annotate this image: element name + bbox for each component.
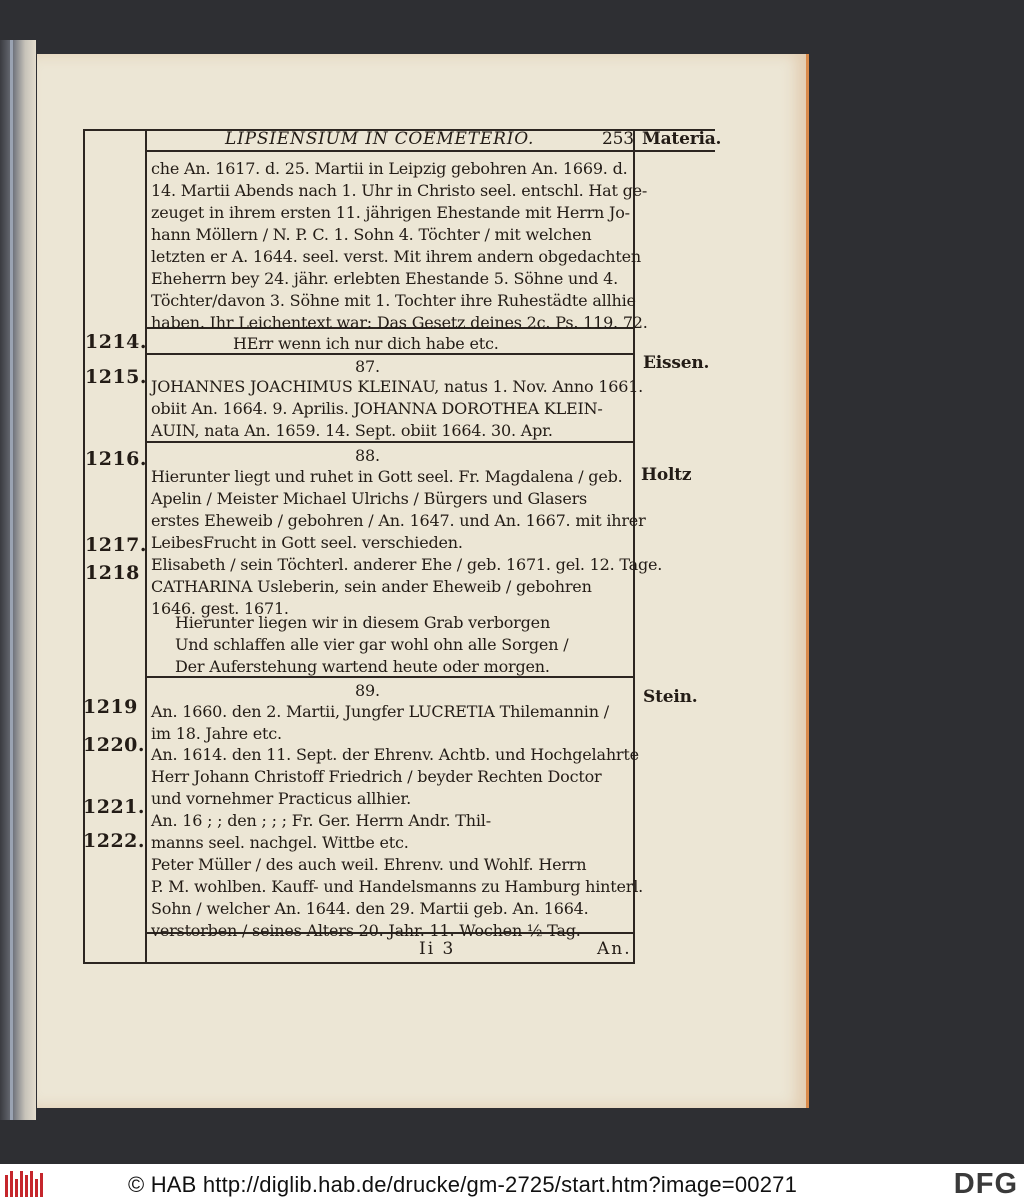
entry-number-1216: 1216. (85, 448, 147, 470)
text-line: manns seel. nachgel. Wittbe etc. (151, 833, 409, 852)
material-eissen: Eissen. (643, 353, 710, 373)
text-line: 1646. gest. 1671. (151, 599, 289, 618)
entry-number-1218: 1218 (85, 562, 140, 584)
text-line: Hierunter liegt und ruhet in Gott seel. Fr. Magdalena / geb. (151, 467, 623, 486)
text-line: An. 1614. den 11. Sept. der Ehrenv. Achtb. und Hochgelahrte (151, 745, 639, 764)
text-line: haben. Ihr Leichentext war: Das Gesetz deines 2c. Ps. 119. 72. (151, 313, 648, 332)
text-line: obiit An. 1664. 9. Aprilis. JOHANNA DOROTHEA KLEIN- (151, 399, 603, 418)
text-line: LeibesFrucht in Gott seel. verschieden. (151, 533, 463, 552)
text-line: Eheherrn bey 24. jähr. erlebten Ehestande 5. Söhne und 4. (151, 269, 619, 288)
text-line: im 18. Jahre etc. (151, 724, 282, 743)
hab-logo-icon (4, 1169, 46, 1199)
text-line: letzten er A. 1644. seel. verst. Mit ihrem andern obgedachten (151, 247, 642, 266)
text-line: Töchter/davon 3. Söhne mit 1. Tochter ihre Ruhestädte allhie (151, 291, 636, 310)
text-line: An. 1660. den 2. Martii, Jungfer LUCRETIA Thilemannin / (151, 702, 609, 721)
text-line: JOHANNES JOACHIMUS KLEINAU, natus 1. Nov. Anno 1661. (151, 377, 644, 396)
text-line: erstes Eheweib / gebohren / An. 1647. und An. 1667. mit ihrer (151, 511, 646, 530)
page-number: 253 (602, 129, 634, 149)
book-page (37, 54, 809, 1108)
text-line: Sohn / welcher An. 1644. den 29. Martii geb. An. 1664. (151, 899, 589, 918)
verse-line: Der Auferstehung wartend heute oder morgen. (175, 657, 550, 676)
entry-1214-text: HErr wenn ich nur dich habe etc. (233, 334, 499, 353)
viewer-footer-bar (0, 1164, 1024, 1204)
text-line: P. M. wohlben. Kauff- und Handelsmanns zu Hamburg hinterl. (151, 877, 644, 896)
entry-number-1220: 1220. (83, 734, 145, 756)
text-line: und vornehmer Practicus allhier. (151, 789, 411, 808)
entry-number-1217: 1217. (85, 534, 147, 556)
text-line: Apelin / Meister Michael Ulrichs / Bürgers und Glasers (151, 489, 588, 508)
grave-number-89: 89. (355, 681, 380, 700)
text-line: 14. Martii Abends nach 1. Uhr in Christo seel. entschl. Hat ge- (151, 181, 648, 200)
signature-mark: Ii 3 (419, 939, 456, 959)
bottom-rule (83, 962, 635, 964)
text-line: hann Möllern / N. P. C. 1. Sohn 4. Töchter / mit welchen (151, 225, 592, 244)
running-title: LIPSIENSIUM IN COEMETERIO. (225, 129, 535, 149)
entry-number-1215: 1215. (85, 366, 147, 388)
dfg-logo: DFG (953, 1168, 1018, 1200)
margin-title: Materia. (642, 129, 722, 149)
material-holtz: Holtz (641, 465, 692, 485)
copyright-link[interactable]: © HAB http://diglib.hab.de/drucke/gm-2725/start.htm?image=00271 (128, 1172, 798, 1197)
catchword: An. (597, 939, 632, 959)
entry-number-1214: 1214. (85, 331, 147, 353)
entry-number-1219: 1219 (83, 696, 138, 718)
text-line: zeuget in ihrem ersten 11. jährigen Ehestande mit Herrn Jo- (151, 203, 630, 222)
grave-number-87: 87. (355, 357, 380, 376)
verse-line: Hierunter liegen wir in diesem Grab verborgen (175, 613, 551, 632)
text-line: che An. 1617. d. 25. Martii in Leipzig gebohren An. 1669. d. (151, 159, 628, 178)
entry-number-1222: 1222. (83, 830, 145, 852)
text-line: Elisabeth / sein Töchterl. anderer Ehe / geb. 1671. gel. 12. Tage. (151, 555, 663, 574)
material-stein: Stein. (643, 687, 698, 707)
text-line: verstorben / seines Alters 20. Jahr. 11. Wochen ½ Tag. (151, 921, 581, 940)
grave-number-88: 88. (355, 446, 380, 465)
verse-line: Und schlaffen alle vier gar wohl ohn alle Sorgen / (175, 635, 569, 654)
text-line: An. 16 ; ; den ; ; ; Fr. Ger. Herrn Andr. Thil- (151, 811, 491, 830)
text-line: Peter Müller / des auch weil. Ehrenv. und Wohlf. Herrn (151, 855, 587, 874)
text-line: Herr Johann Christoff Friedrich / beyder Rechten Doctor (151, 767, 602, 786)
text-line: AUIN, nata An. 1659. 14. Sept. obiit 1664. 30. Apr. (151, 421, 553, 440)
entry-number-1221: 1221. (83, 796, 145, 818)
text-line: CATHARINA Usleberin, sein ander Eheweib / gebohren (151, 577, 592, 596)
previous-page-edge (0, 40, 36, 1120)
